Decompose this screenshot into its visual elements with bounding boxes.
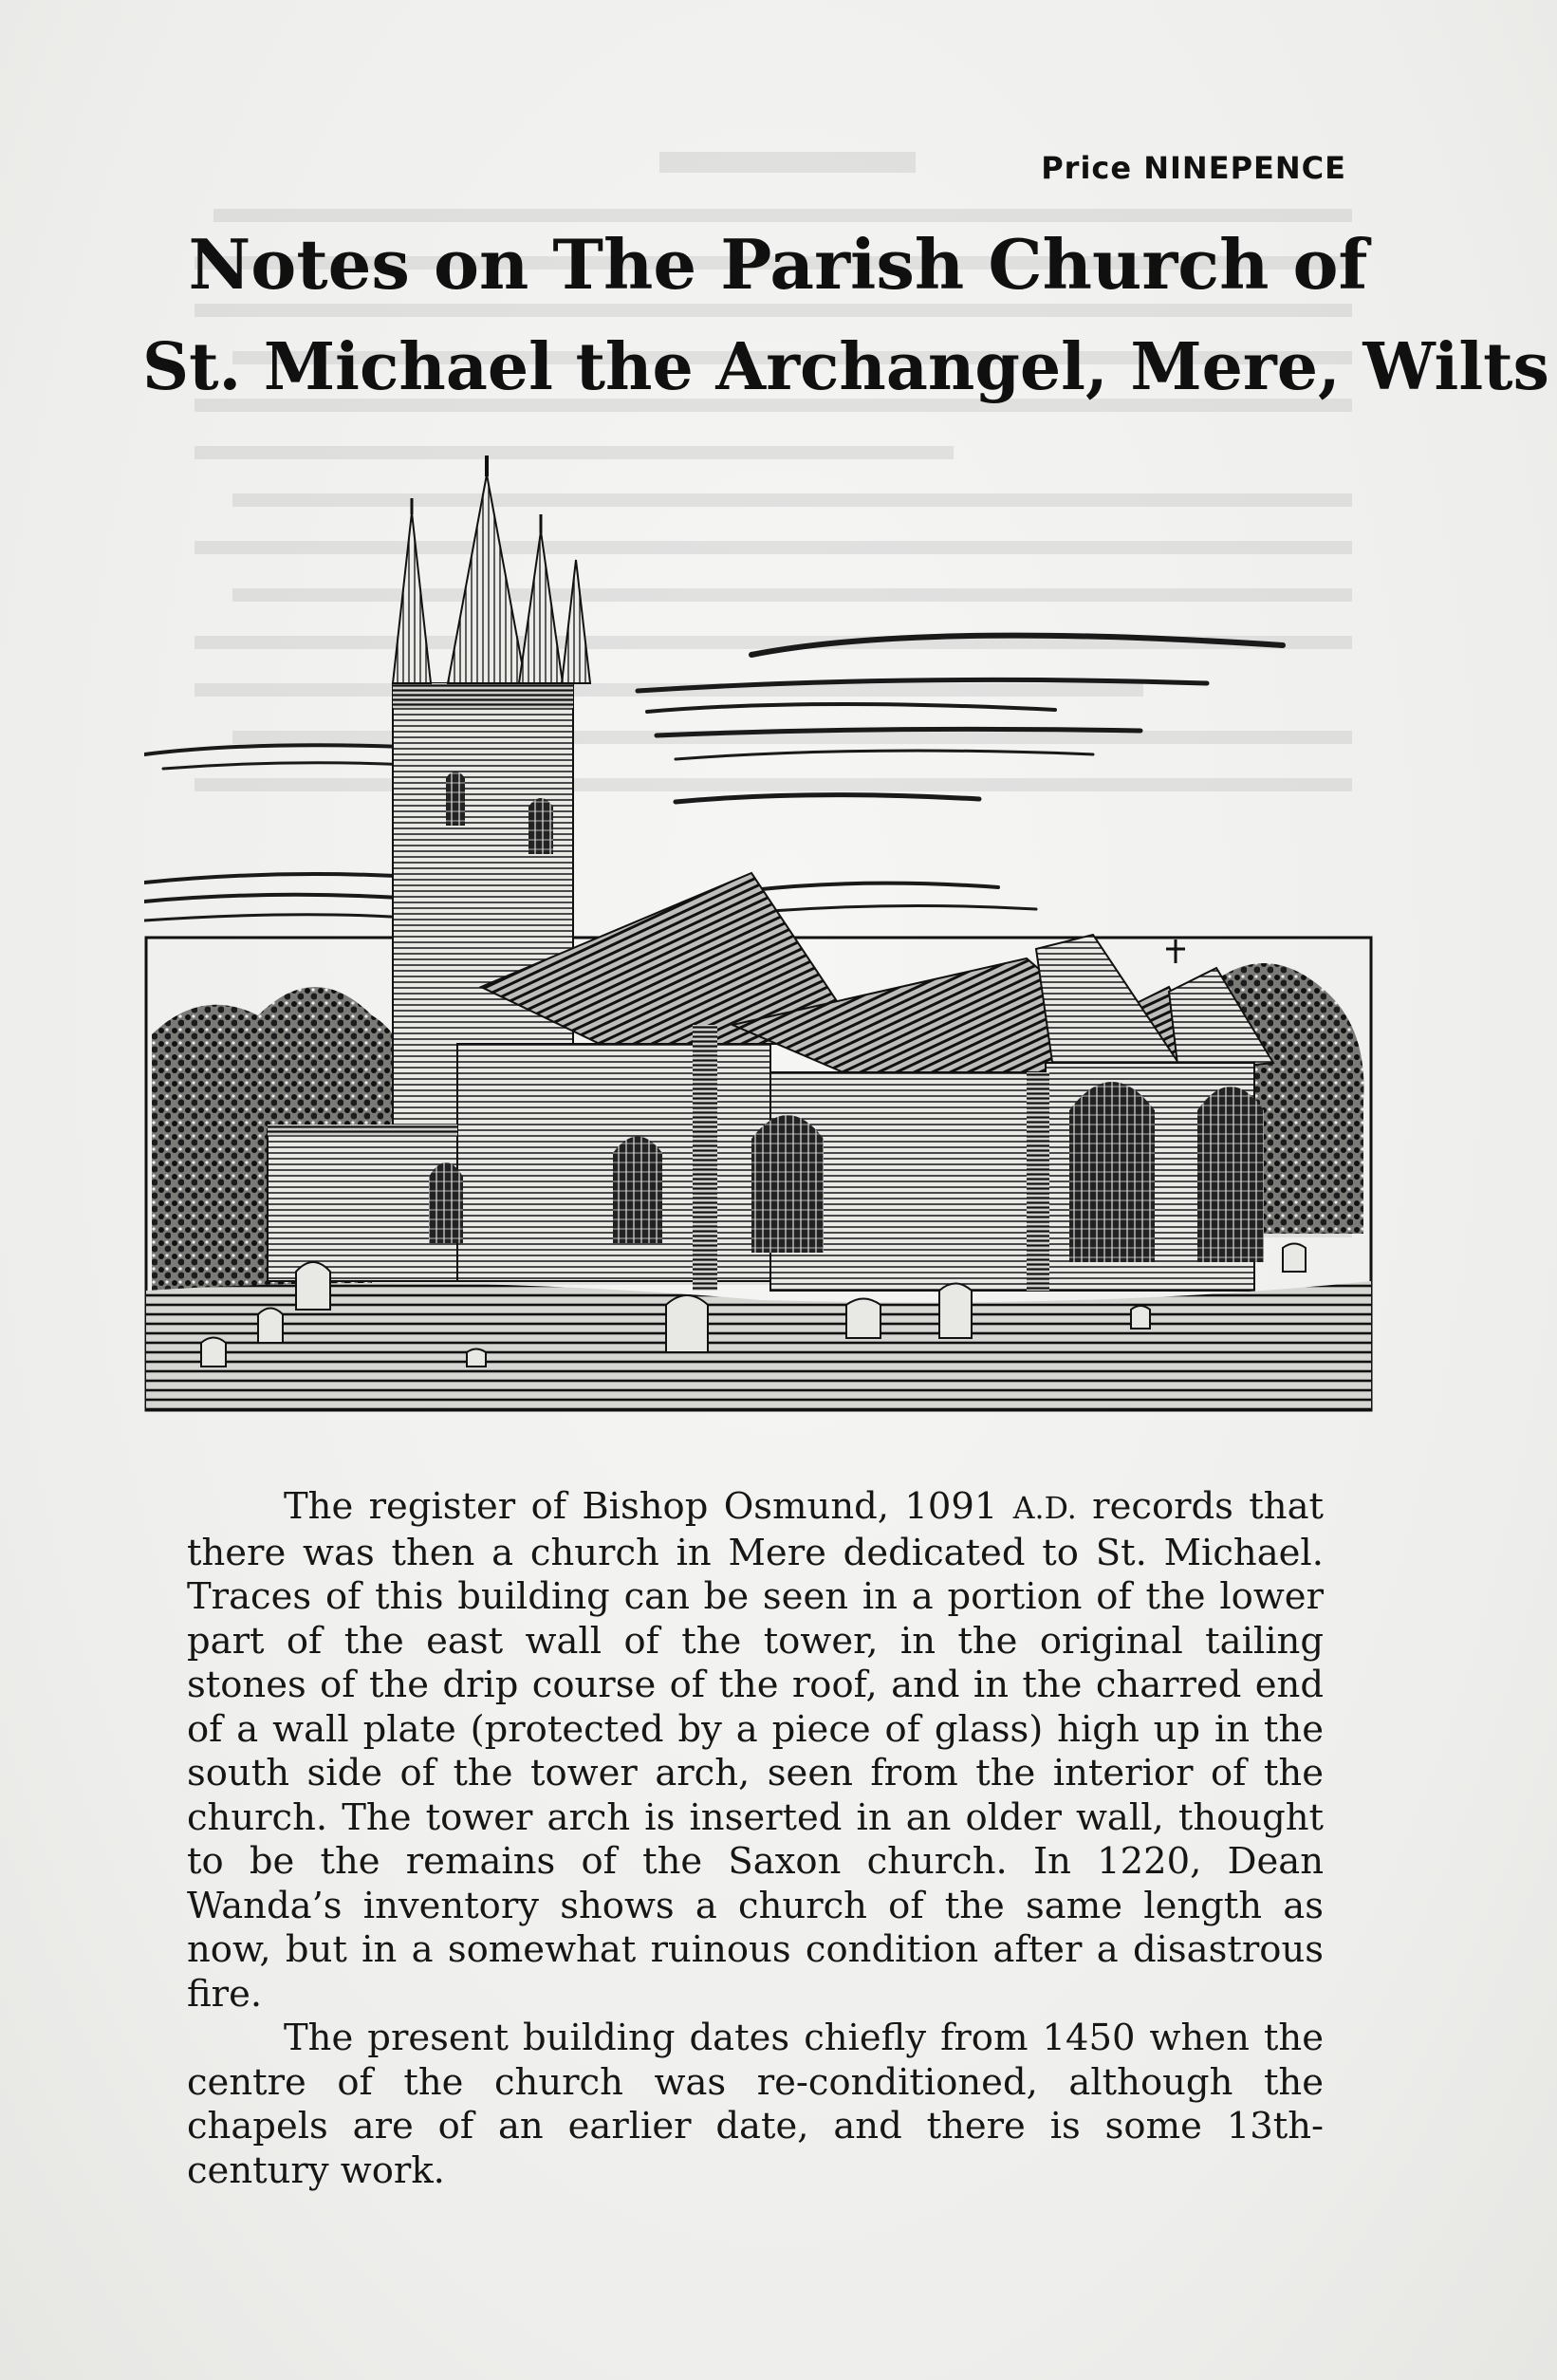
title-line-1: Notes on The Parish Church of bbox=[188, 224, 1368, 305]
church-engraving-icon bbox=[144, 456, 1373, 1412]
page-title bbox=[142, 214, 1549, 418]
title-line-2: St. Michael the Archangel, Mere, Wilts bbox=[142, 329, 1549, 405]
body-text bbox=[187, 1485, 1324, 2193]
era-abbreviation: A.D. bbox=[1012, 1492, 1077, 1526]
paragraph-2: The present building dates chiefly from 1450 when the centre of the church was re-conditioned, although the chapels are of an earlier date, and there is some 13th-century work. bbox=[187, 2017, 1324, 2192]
price-label: Price NINEPENCE bbox=[1041, 150, 1346, 186]
paragraph-1: The register of Bishop Osmund, 1091 A.D. records that there was then a church in Mere dedicated to St. Michael. Traces of this building can be seen in a portion of the lower part of the east wall of the tower, in the original tailing stones of the drip course of the roof, and in the charred end of a wall plate (protected by a piece of glass) high up in the south side of the tower arch, seen from the interior of the church. The tower arch is inserted in an older wall, thought to be the remains of the Saxon church. In 1220, Dean Wanda’s inventory shows a church of the same length as now, but in a somewhat ruinous condition after a disastrous fire. bbox=[187, 1485, 1324, 2016]
